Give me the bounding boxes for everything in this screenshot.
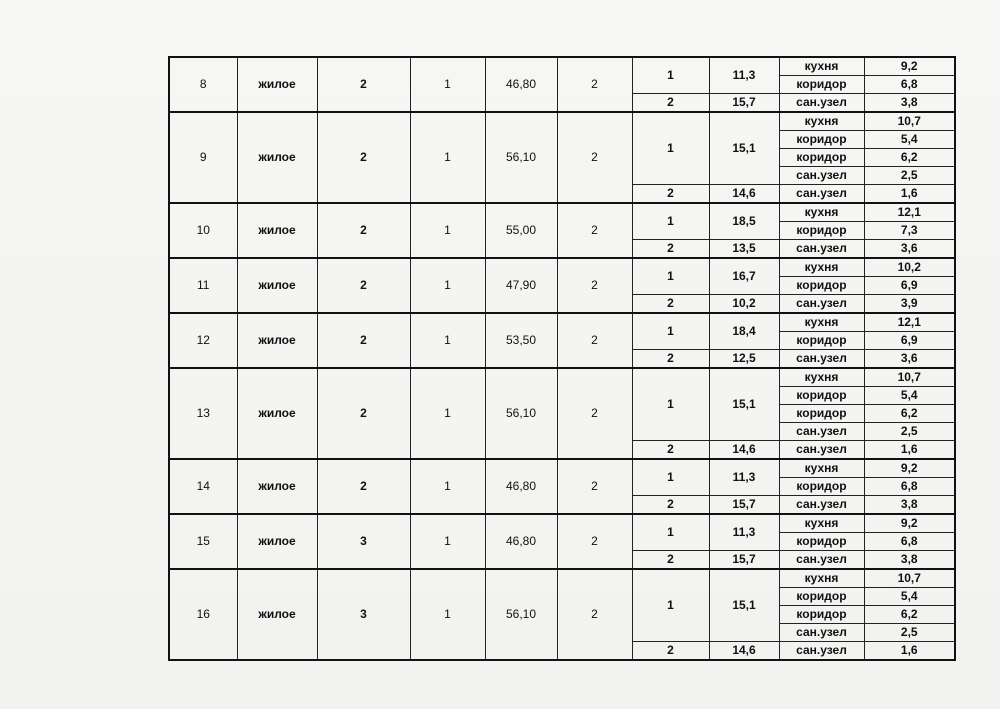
auxiliary-room-area-cell: 6,2 xyxy=(864,606,955,624)
auxiliary-room-area-cell: 10,2 xyxy=(864,258,955,277)
auxiliary-room-area-cell: 3,8 xyxy=(864,496,955,515)
floor-cell: 1 xyxy=(410,313,485,368)
auxiliary-room-area-cell: 1,6 xyxy=(864,642,955,661)
room-number-cell: 2 xyxy=(632,551,709,570)
auxiliary-room-area-cell: 1,6 xyxy=(864,441,955,460)
units-cell: 2 xyxy=(557,112,632,203)
room-number-cell: 2 xyxy=(632,185,709,204)
premises-type-cell: жилое xyxy=(237,57,317,112)
auxiliary-room-name-cell: кухня xyxy=(779,258,864,277)
auxiliary-room-name-cell: кухня xyxy=(779,313,864,332)
auxiliary-room-name-cell: коридор xyxy=(779,387,864,405)
auxiliary-room-area-cell: 6,9 xyxy=(864,332,955,350)
auxiliary-room-name-cell: сан.узел xyxy=(779,240,864,259)
auxiliary-room-area-cell: 7,3 xyxy=(864,222,955,240)
auxiliary-room-name-cell: сан.узел xyxy=(779,624,864,642)
room-number-cell: 2 xyxy=(632,295,709,314)
total-area-cell: 56,10 xyxy=(485,112,557,203)
auxiliary-room-area-cell: 2,5 xyxy=(864,167,955,185)
room-area-cell: 14,6 xyxy=(709,441,779,460)
auxiliary-room-area-cell: 5,4 xyxy=(864,131,955,149)
table-row xyxy=(169,514,955,533)
total-area-cell: 56,10 xyxy=(485,569,557,660)
auxiliary-room-name-cell: коридор xyxy=(779,478,864,496)
auxiliary-room-area-cell: 12,1 xyxy=(864,203,955,222)
floor-cell: 1 xyxy=(410,368,485,459)
room-area-cell: 11,3 xyxy=(709,514,779,551)
auxiliary-room-name-cell: коридор xyxy=(779,131,864,149)
auxiliary-room-area-cell: 6,8 xyxy=(864,533,955,551)
floor-cell: 1 xyxy=(410,203,485,258)
room-area-cell: 11,3 xyxy=(709,459,779,496)
units-cell: 2 xyxy=(557,203,632,258)
room-number-cell: 1 xyxy=(632,57,709,94)
auxiliary-room-name-cell: сан.узел xyxy=(779,441,864,460)
rooms-count-cell: 2 xyxy=(317,313,410,368)
total-area-cell: 47,90 xyxy=(485,258,557,313)
room-number-cell: 1 xyxy=(632,514,709,551)
room-area-cell: 15,1 xyxy=(709,112,779,185)
auxiliary-room-name-cell: коридор xyxy=(779,76,864,94)
apartment-number-cell: 12 xyxy=(169,313,237,368)
auxiliary-room-name-cell: коридор xyxy=(779,588,864,606)
room-number-cell: 2 xyxy=(632,350,709,369)
floor-cell: 1 xyxy=(410,112,485,203)
total-area-cell: 46,80 xyxy=(485,57,557,112)
auxiliary-room-name-cell: кухня xyxy=(779,203,864,222)
rooms-count-cell: 2 xyxy=(317,112,410,203)
auxiliary-room-name-cell: коридор xyxy=(779,277,864,295)
apartment-number-cell: 13 xyxy=(169,368,237,459)
apartment-number-cell: 11 xyxy=(169,258,237,313)
room-area-cell: 14,6 xyxy=(709,185,779,204)
auxiliary-room-area-cell: 6,2 xyxy=(864,405,955,423)
room-number-cell: 2 xyxy=(632,240,709,259)
auxiliary-room-name-cell: сан.узел xyxy=(779,642,864,661)
apartment-number-cell: 14 xyxy=(169,459,237,514)
auxiliary-room-area-cell: 10,7 xyxy=(864,112,955,131)
auxiliary-room-name-cell: коридор xyxy=(779,606,864,624)
room-area-cell: 11,3 xyxy=(709,57,779,94)
table-row xyxy=(169,569,955,588)
table-row xyxy=(169,368,955,387)
auxiliary-room-area-cell: 6,8 xyxy=(864,478,955,496)
auxiliary-room-area-cell: 5,4 xyxy=(864,387,955,405)
table-row xyxy=(169,112,955,131)
units-cell: 2 xyxy=(557,258,632,313)
auxiliary-room-area-cell: 6,2 xyxy=(864,149,955,167)
auxiliary-room-name-cell: сан.узел xyxy=(779,551,864,570)
auxiliary-room-name-cell: сан.узел xyxy=(779,185,864,204)
apartment-number-cell: 10 xyxy=(169,203,237,258)
premises-type-cell: жилое xyxy=(237,459,317,514)
room-number-cell: 1 xyxy=(632,569,709,642)
rooms-count-cell: 2 xyxy=(317,57,410,112)
apartments-table-body xyxy=(169,57,955,660)
table-row xyxy=(169,203,955,222)
rooms-count-cell: 3 xyxy=(317,514,410,569)
room-number-cell: 2 xyxy=(632,642,709,661)
auxiliary-room-area-cell: 10,7 xyxy=(864,569,955,588)
auxiliary-room-area-cell: 3,6 xyxy=(864,350,955,369)
total-area-cell: 46,80 xyxy=(485,459,557,514)
units-cell: 2 xyxy=(557,313,632,368)
room-number-cell: 1 xyxy=(632,203,709,240)
auxiliary-room-name-cell: коридор xyxy=(779,149,864,167)
premises-type-cell: жилое xyxy=(237,514,317,569)
total-area-cell: 55,00 xyxy=(485,203,557,258)
auxiliary-room-name-cell: кухня xyxy=(779,368,864,387)
room-area-cell: 18,4 xyxy=(709,313,779,350)
room-number-cell: 1 xyxy=(632,258,709,295)
auxiliary-room-area-cell: 3,8 xyxy=(864,94,955,113)
apartment-number-cell: 8 xyxy=(169,57,237,112)
auxiliary-room-name-cell: кухня xyxy=(779,112,864,131)
rooms-count-cell: 3 xyxy=(317,569,410,660)
room-number-cell: 2 xyxy=(632,441,709,460)
auxiliary-room-name-cell: кухня xyxy=(779,57,864,76)
auxiliary-room-name-cell: коридор xyxy=(779,332,864,350)
room-area-cell: 10,2 xyxy=(709,295,779,314)
rooms-count-cell: 2 xyxy=(317,258,410,313)
room-area-cell: 16,7 xyxy=(709,258,779,295)
room-area-cell: 15,1 xyxy=(709,569,779,642)
units-cell: 2 xyxy=(557,57,632,112)
premises-type-cell: жилое xyxy=(237,313,317,368)
units-cell: 2 xyxy=(557,459,632,514)
rooms-count-cell: 2 xyxy=(317,459,410,514)
floor-cell: 1 xyxy=(410,514,485,569)
rooms-count-cell: 2 xyxy=(317,203,410,258)
total-area-cell: 56,10 xyxy=(485,368,557,459)
floor-cell: 1 xyxy=(410,57,485,112)
room-number-cell: 2 xyxy=(632,94,709,113)
room-number-cell: 1 xyxy=(632,368,709,441)
auxiliary-room-area-cell: 12,1 xyxy=(864,313,955,332)
table-row xyxy=(169,459,955,478)
room-area-cell: 15,1 xyxy=(709,368,779,441)
room-number-cell: 1 xyxy=(632,112,709,185)
room-area-cell: 14,6 xyxy=(709,642,779,661)
auxiliary-room-area-cell: 1,6 xyxy=(864,185,955,204)
table-row xyxy=(169,313,955,332)
room-area-cell: 15,7 xyxy=(709,496,779,515)
auxiliary-room-area-cell: 10,7 xyxy=(864,368,955,387)
premises-type-cell: жилое xyxy=(237,203,317,258)
units-cell: 2 xyxy=(557,569,632,660)
auxiliary-room-area-cell: 2,5 xyxy=(864,624,955,642)
auxiliary-room-area-cell: 6,9 xyxy=(864,277,955,295)
auxiliary-room-area-cell: 2,5 xyxy=(864,423,955,441)
auxiliary-room-name-cell: сан.узел xyxy=(779,496,864,515)
room-area-cell: 15,7 xyxy=(709,94,779,113)
auxiliary-room-name-cell: коридор xyxy=(779,222,864,240)
room-area-cell: 15,7 xyxy=(709,551,779,570)
auxiliary-room-name-cell: кухня xyxy=(779,459,864,478)
auxiliary-room-area-cell: 9,2 xyxy=(864,459,955,478)
rooms-count-cell: 2 xyxy=(317,368,410,459)
apartment-number-cell: 9 xyxy=(169,112,237,203)
auxiliary-room-name-cell: кухня xyxy=(779,569,864,588)
total-area-cell: 53,50 xyxy=(485,313,557,368)
auxiliary-room-name-cell: сан.узел xyxy=(779,94,864,113)
auxiliary-room-area-cell: 9,2 xyxy=(864,57,955,76)
units-cell: 2 xyxy=(557,368,632,459)
auxiliary-room-area-cell: 9,2 xyxy=(864,514,955,533)
auxiliary-room-name-cell: сан.узел xyxy=(779,350,864,369)
room-number-cell: 1 xyxy=(632,459,709,496)
auxiliary-room-name-cell: сан.узел xyxy=(779,423,864,441)
room-area-cell: 18,5 xyxy=(709,203,779,240)
apartment-number-cell: 16 xyxy=(169,569,237,660)
room-area-cell: 13,5 xyxy=(709,240,779,259)
premises-type-cell: жилое xyxy=(237,258,317,313)
table-row xyxy=(169,57,955,76)
auxiliary-room-area-cell: 3,8 xyxy=(864,551,955,570)
room-number-cell: 2 xyxy=(632,496,709,515)
auxiliary-room-area-cell: 3,6 xyxy=(864,240,955,259)
auxiliary-room-area-cell: 6,8 xyxy=(864,76,955,94)
premises-type-cell: жилое xyxy=(237,112,317,203)
floor-cell: 1 xyxy=(410,569,485,660)
auxiliary-room-name-cell: коридор xyxy=(779,533,864,551)
units-cell: 2 xyxy=(557,514,632,569)
premises-type-cell: жилое xyxy=(237,368,317,459)
apartments-table xyxy=(168,56,956,661)
apartment-number-cell: 15 xyxy=(169,514,237,569)
auxiliary-room-name-cell: кухня xyxy=(779,514,864,533)
floor-cell: 1 xyxy=(410,258,485,313)
auxiliary-room-name-cell: коридор xyxy=(779,405,864,423)
auxiliary-room-name-cell: сан.узел xyxy=(779,295,864,314)
auxiliary-room-area-cell: 5,4 xyxy=(864,588,955,606)
total-area-cell: 46,80 xyxy=(485,514,557,569)
room-number-cell: 1 xyxy=(632,313,709,350)
auxiliary-room-area-cell: 3,9 xyxy=(864,295,955,314)
table-row xyxy=(169,258,955,277)
floor-cell: 1 xyxy=(410,459,485,514)
premises-type-cell: жилое xyxy=(237,569,317,660)
auxiliary-room-name-cell: сан.узел xyxy=(779,167,864,185)
room-area-cell: 12,5 xyxy=(709,350,779,369)
